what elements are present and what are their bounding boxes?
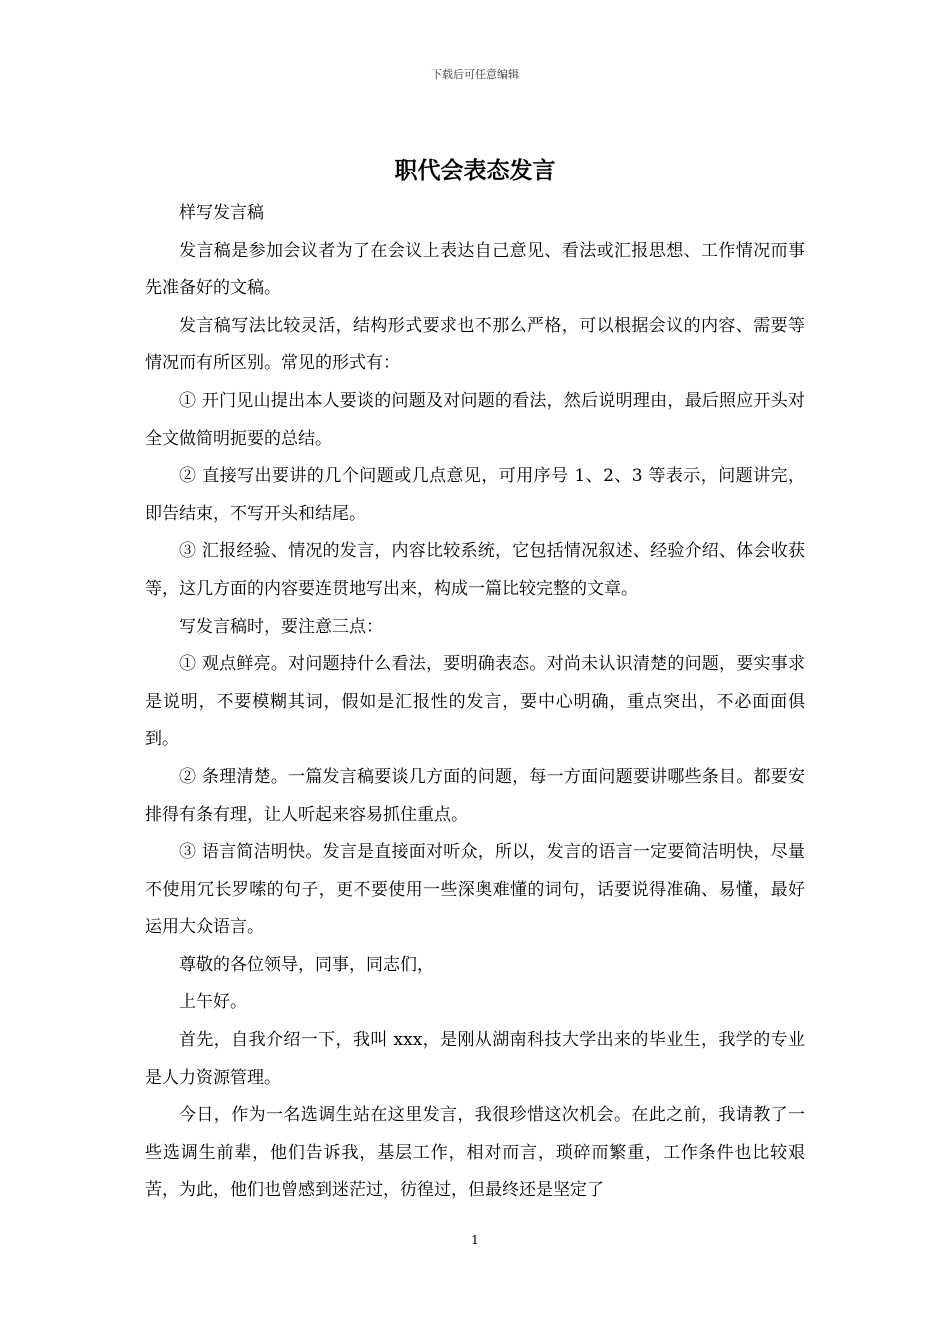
paragraph: 今日，作为一名选调生站在这里发言，我很珍惜这次机会。在此之前，我请教了一些选调生前辈，他们告诉我，基层工作，相对而言，琐碎而繁重，工作条件也比较艰苦，为此，他们也曾感到迷茫过，彷徨过，但最终还是坚定了 (145, 1105, 805, 1201)
document-body (145, 195, 805, 1210)
paragraph: ③ 语言简洁明快。发言是直接面对听众，所以，发言的语言一定要简洁明快，尽量不使用冗长罗嗦的句子，更不要使用一些深奥难懂的词句，话要说得准确、易懂，最好运用大众语言。 (145, 842, 805, 938)
paragraph: 首先，自我介绍一下，我叫 xxx，是刚从湖南科技大学出来的毕业生，我学的专业是人力资源管理。 (145, 1030, 805, 1088)
document-title: 职代会表态发言 (394, 157, 556, 184)
paragraph: 发言稿是参加会议者为了在会议上表达自己意见、看法或汇报思想、工作情况而事先准备好的文稿。 (145, 240, 805, 299)
paragraph: 上午好。 (179, 992, 247, 1013)
paragraph: 写发言稿时，要注意三点： (179, 616, 383, 637)
page-header-note: 下载后可任意编辑 (431, 68, 519, 81)
paragraph: ② 条理清楚。一篇发言稿要谈几方面的问题，每一方面问题要讲哪些条目。都要安排得有条有理，让人听起来容易抓住重点。 (145, 766, 805, 825)
paragraph: ① 观点鲜亮。对问题持什么看法，要明确表态。对尚未认识清楚的问题，要实事求是说明，不要模糊其词，假如是汇报性的发言，要中心明确，重点突出，不必面面俱到。 (145, 654, 805, 750)
paragraph: ③ 汇报经验、情况的发言，内容比较系统，它包括情况叙述、经验介绍、体会收获等，这几方面的内容要连贯地写出来，构成一篇比较完整的文章。 (145, 541, 805, 599)
page-number: 1 (471, 1233, 479, 1247)
paragraph: ① 开门见山提出本人要谈的问题及对问题的看法，然后说明理由，最后照应开头对全文做简明扼要的总结。 (145, 390, 805, 449)
paragraph: 尊敬的各位领导，同事，同志们， (179, 954, 434, 975)
paragraph: 样写发言稿 (179, 203, 264, 223)
paragraph: ② 直接写出要讲的几个问题或几点意见，可用序号 1、2、3 等表示，问题讲完，即告结束，不写开头和结尾。 (145, 466, 805, 524)
paragraph: 发言稿写法比较灵活，结构形式要求也不那么严格，可以根据会议的内容、需要等情况而有所区别。常见的形式有： (145, 315, 805, 374)
